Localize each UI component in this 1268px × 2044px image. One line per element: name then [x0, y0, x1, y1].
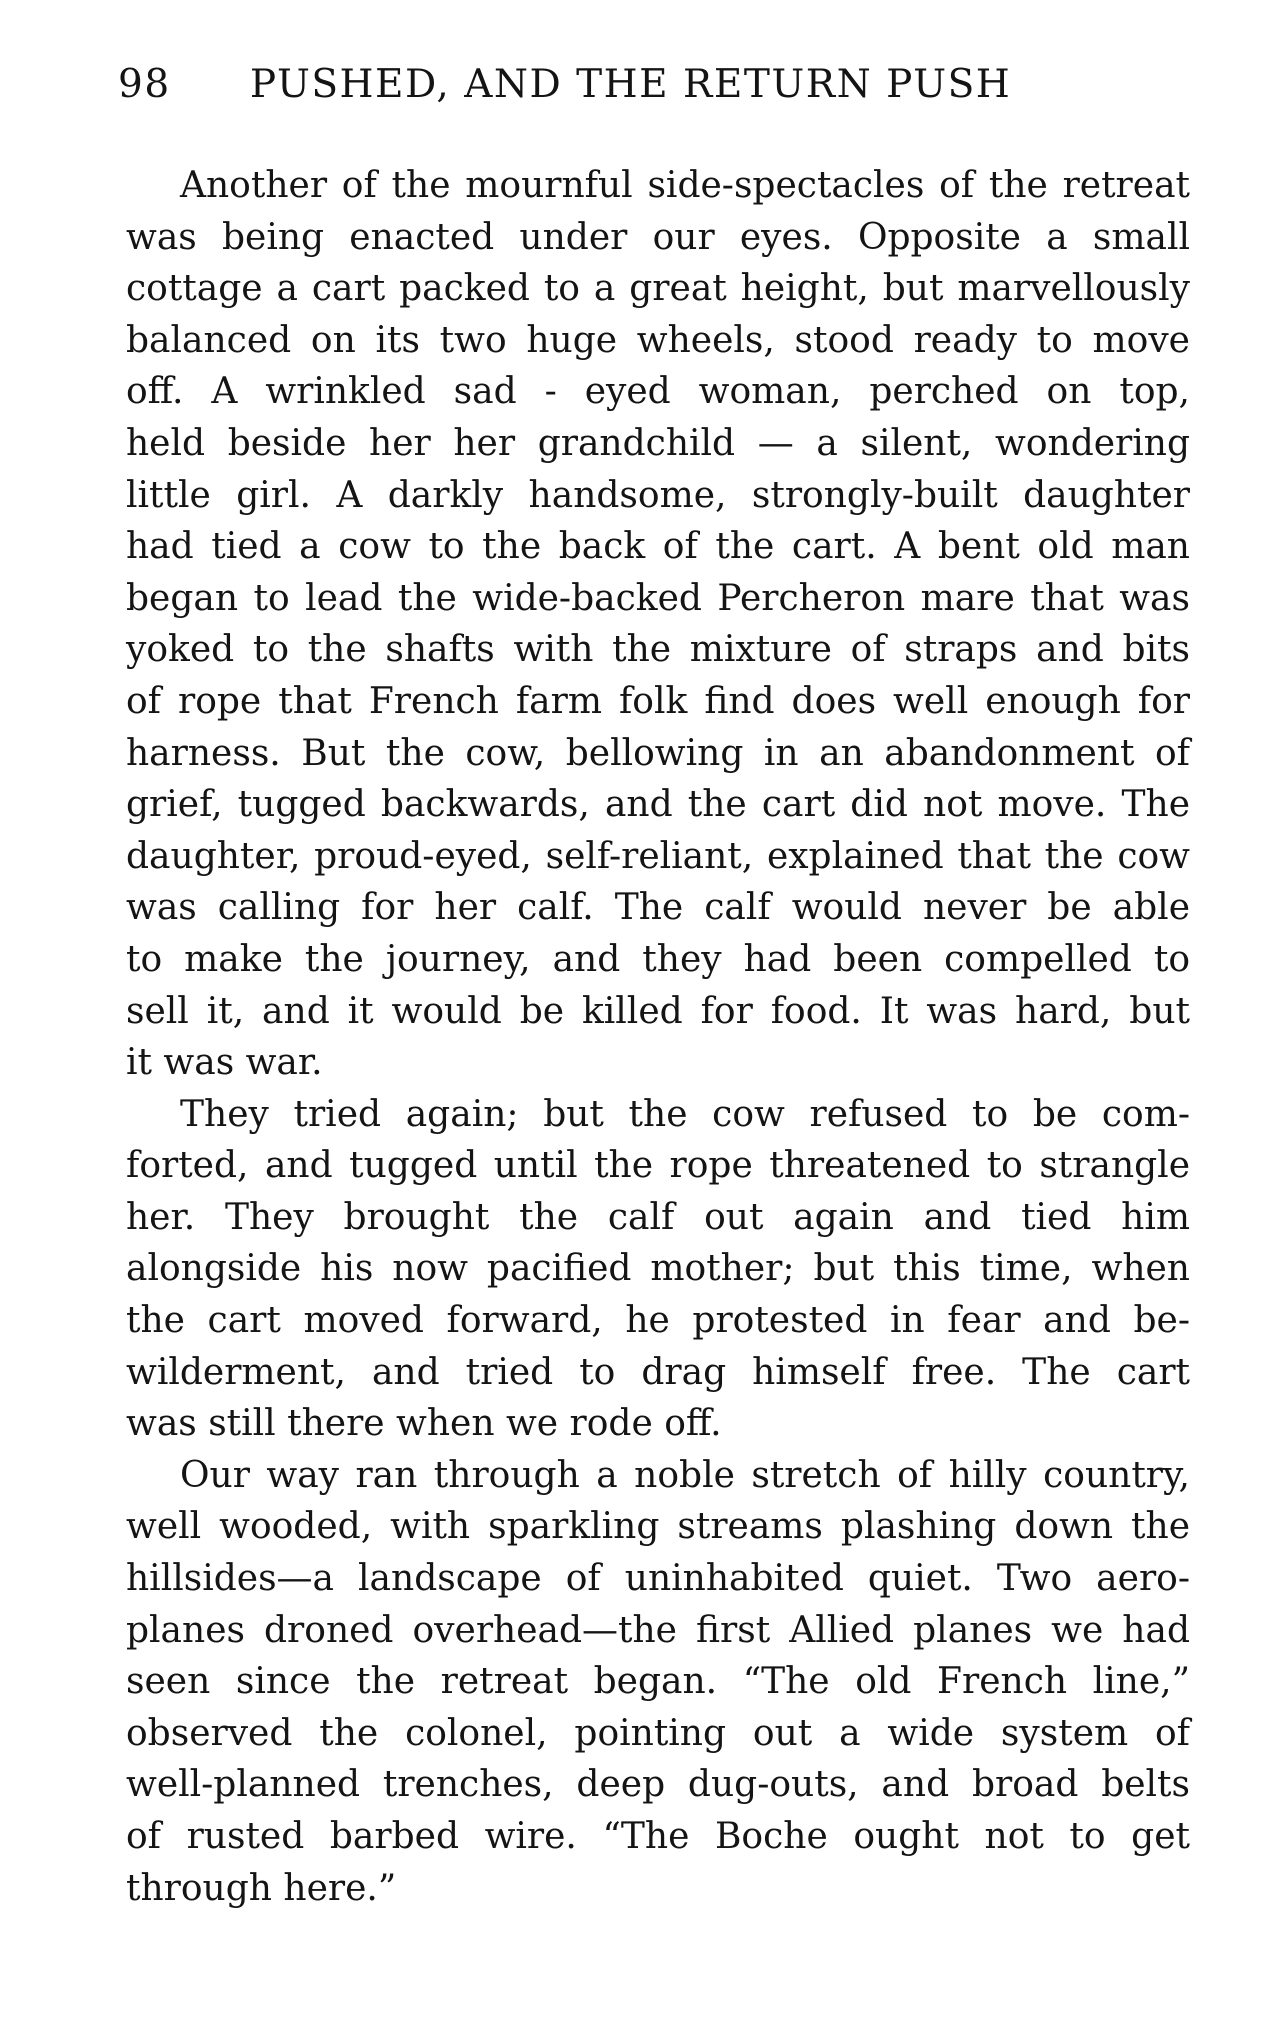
text-line: cottage a cart packed to a great height, but marvellously	[126, 268, 1190, 310]
text-line: had tied a cow to the back of the cart. A bent old man	[126, 526, 1190, 568]
text-line: through here.”	[126, 1867, 397, 1909]
text-line: seen since the retreat began. “The old French line,”	[126, 1661, 1190, 1703]
text-line: well wooded, with sparkling streams plashing down the	[126, 1506, 1190, 1548]
text-line: the cart moved forward, he protested in fear and be-	[126, 1300, 1190, 1342]
text-line: of rusted barbed wire. “The Boche ought not to get	[126, 1816, 1190, 1857]
running-head	[118, 62, 1128, 118]
text-line: was being enacted under our eyes. Opposite a small	[126, 216, 1190, 258]
text-line: was calling for her calf. The calf would never be able	[126, 887, 1190, 929]
text-line: wilderment, and tried to drag himself free. The cart	[126, 1351, 1190, 1393]
text-line: held beside her her grandchild — a silent, wondering	[126, 422, 1190, 464]
chapter-title: PUSHED, AND THE RETURN PUSH	[249, 62, 1012, 107]
text-line: to make the journey, and they had been compelled to	[126, 938, 1190, 980]
text-line: it was war.	[126, 1042, 323, 1084]
paragraph-3	[126, 1450, 1190, 1914]
paragraph-1	[126, 160, 1190, 1089]
text-line: well-planned trenches, deep dug-outs, and broad belts	[126, 1764, 1190, 1806]
text-line: her. They brought the calf out again and tied him	[126, 1196, 1190, 1238]
text-line: daughter, proud-eyed, self-reliant, explained that the cow	[126, 835, 1190, 877]
text-line: yoked to the shafts with the mixture of straps and bits	[126, 629, 1190, 671]
text-line: They tried again; but the cow refused to be com-	[180, 1093, 1190, 1135]
text-line: off. A wrinkled sad - eyed woman, perched on top,	[126, 371, 1190, 413]
text-line: began to lead the wide-backed Percheron mare that was	[126, 577, 1190, 619]
text-line: of rope that French farm folk find does well enough for	[126, 680, 1190, 722]
paragraph-2	[126, 1089, 1190, 1450]
text-line: forted, and tugged until the rope threatened to strangle	[126, 1145, 1190, 1187]
text-line: alongside his now pacified mother; but this time, when	[126, 1248, 1190, 1290]
text-line: was still there when we rode off.	[126, 1403, 722, 1445]
body-text	[126, 160, 1190, 1914]
text-line: Our way ran through a noble stretch of hilly country,	[180, 1454, 1190, 1496]
page-number: 98	[118, 62, 171, 107]
text-line: grief, tugged backwards, and the cart did not move. The	[126, 784, 1190, 826]
text-line: observed the colonel, pointing out a wide system of	[126, 1712, 1190, 1754]
text-line: Another of the mournful side-spectacles of the retreat	[180, 165, 1190, 206]
text-line: balanced on its two huge wheels, stood ready to move	[126, 319, 1190, 361]
text-line: hillsides—a landscape of uninhabited quiet. Two aero-	[126, 1558, 1190, 1600]
text-line: harness. But the cow, bellowing in an abandonment of	[126, 732, 1190, 774]
text-line: sell it, and it would be killed for food. It was hard, but	[126, 990, 1190, 1032]
text-line: little girl. A darkly handsome, strongly-built daughter	[126, 474, 1190, 516]
text-line: planes droned overhead—the first Allied planes we had	[126, 1609, 1190, 1651]
